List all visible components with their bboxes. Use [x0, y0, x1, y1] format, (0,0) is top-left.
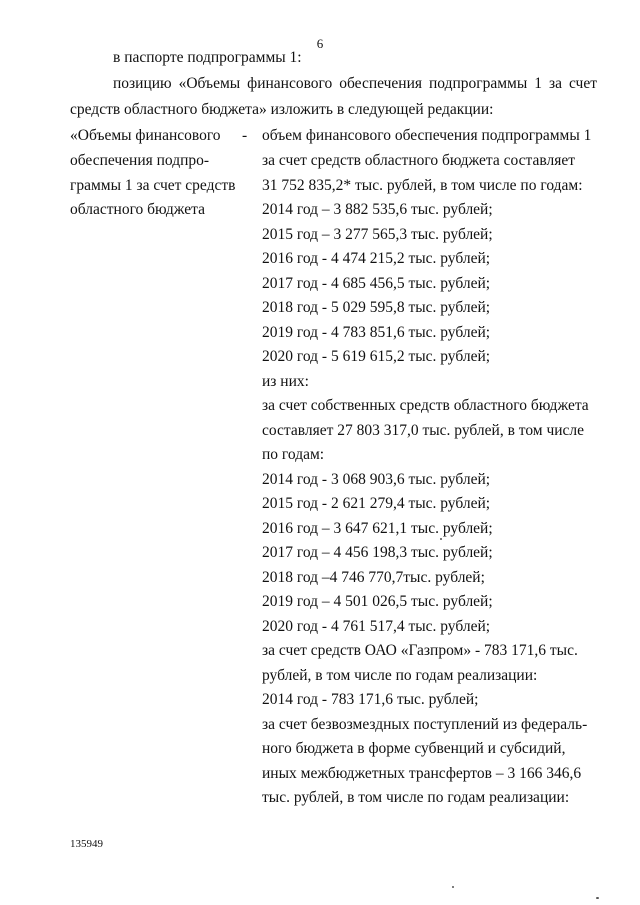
- page-number: 6: [316, 36, 324, 51]
- left-column-line: областного бюджета: [70, 201, 205, 218]
- right-column-line: 2014 год - 783 171,6 тыс. рублей;: [262, 691, 479, 708]
- right-column-line: 2020 год - 5 619 615,2 тыс. рублей;: [262, 348, 491, 365]
- right-column-line: за счет безвозмездных поступлений из федераль-: [262, 716, 588, 733]
- scan-speck: [440, 538, 442, 540]
- right-column-line: объем финансового обеспечения подпрограммы 1: [262, 127, 592, 144]
- right-column-line: 2018 год - 5 029 595,8 тыс. рублей;: [262, 299, 491, 316]
- scan-speck: [596, 897, 599, 899]
- intro-line-1: в паспорте подпрограммы 1:: [113, 49, 302, 66]
- right-column-line: 2017 год - 4 685 456,5 тыс. рублей;: [262, 275, 491, 292]
- right-column-line: за счет собственных средств областного бюджета: [262, 397, 589, 414]
- right-column-line: по годам:: [262, 446, 325, 463]
- right-column-line: за счет средств ОАО «Газпром» - 783 171,6 тыс.: [262, 642, 578, 659]
- document-code: 135949: [70, 838, 103, 850]
- left-column-line: «Объемы финансового: [70, 127, 221, 144]
- right-column-line: составляет 27 803 317,0 тыс. рублей, в том числе: [262, 422, 585, 439]
- right-column-line: 31 752 835,2* тыс. рублей, в том числе по годам:: [262, 177, 583, 194]
- left-column-line: граммы 1 за счет средств: [70, 177, 236, 194]
- right-column-line: 2016 год - 4 474 215,2 тыс. рублей;: [262, 250, 491, 267]
- right-column-line: иных межбюджетных трансфертов – 3 166 346,6: [262, 765, 582, 782]
- right-column-line: 2020 год - 4 761 517,4 тыс. рублей;: [262, 618, 491, 635]
- intro-line-3: средств областного бюджета» изложить в следующей редакции:: [70, 101, 494, 118]
- right-column-line: 2015 год – 3 277 565,3 тыс. рублей;: [262, 226, 493, 243]
- left-column-line: обеспечения подпро-: [70, 152, 210, 169]
- right-column-line: 2019 год – 4 501 026,5 тыс. рублей;: [262, 593, 493, 610]
- right-column-line: тыс. рублей, в том числе по годам реализации:: [262, 789, 570, 806]
- scan-speck: [452, 886, 454, 888]
- right-column-line: из них:: [262, 373, 309, 390]
- intro-line-2: позицию «Объемы финансового обеспечения подпрограммы 1 за счет: [113, 75, 597, 92]
- right-column-line: рублей, в том числе по годам реализации:: [262, 667, 538, 684]
- right-column-line: 2014 год – 3 882 535,6 тыс. рублей;: [262, 201, 493, 218]
- column-dash: -: [242, 127, 248, 144]
- right-column-line: 2016 год – 3 647 621,1 тыс. рублей;: [262, 520, 493, 537]
- right-column-line: 2019 год - 4 783 851,6 тыс. рублей;: [262, 324, 491, 341]
- right-column-line: 2014 год - 3 068 903,6 тыс. рублей;: [262, 471, 491, 488]
- right-column-line: 2017 год – 4 456 198,3 тыс. рублей;: [262, 544, 493, 561]
- right-column-line: за счет средств областного бюджета составляет: [262, 152, 576, 169]
- right-column-line: 2015 год - 2 621 279,4 тыс. рублей;: [262, 495, 491, 512]
- right-column-line: 2018 год –4 746 770,7тыс. рублей;: [262, 569, 485, 586]
- right-column-line: ного бюджета в форме субвенций и субсидий,: [262, 740, 566, 757]
